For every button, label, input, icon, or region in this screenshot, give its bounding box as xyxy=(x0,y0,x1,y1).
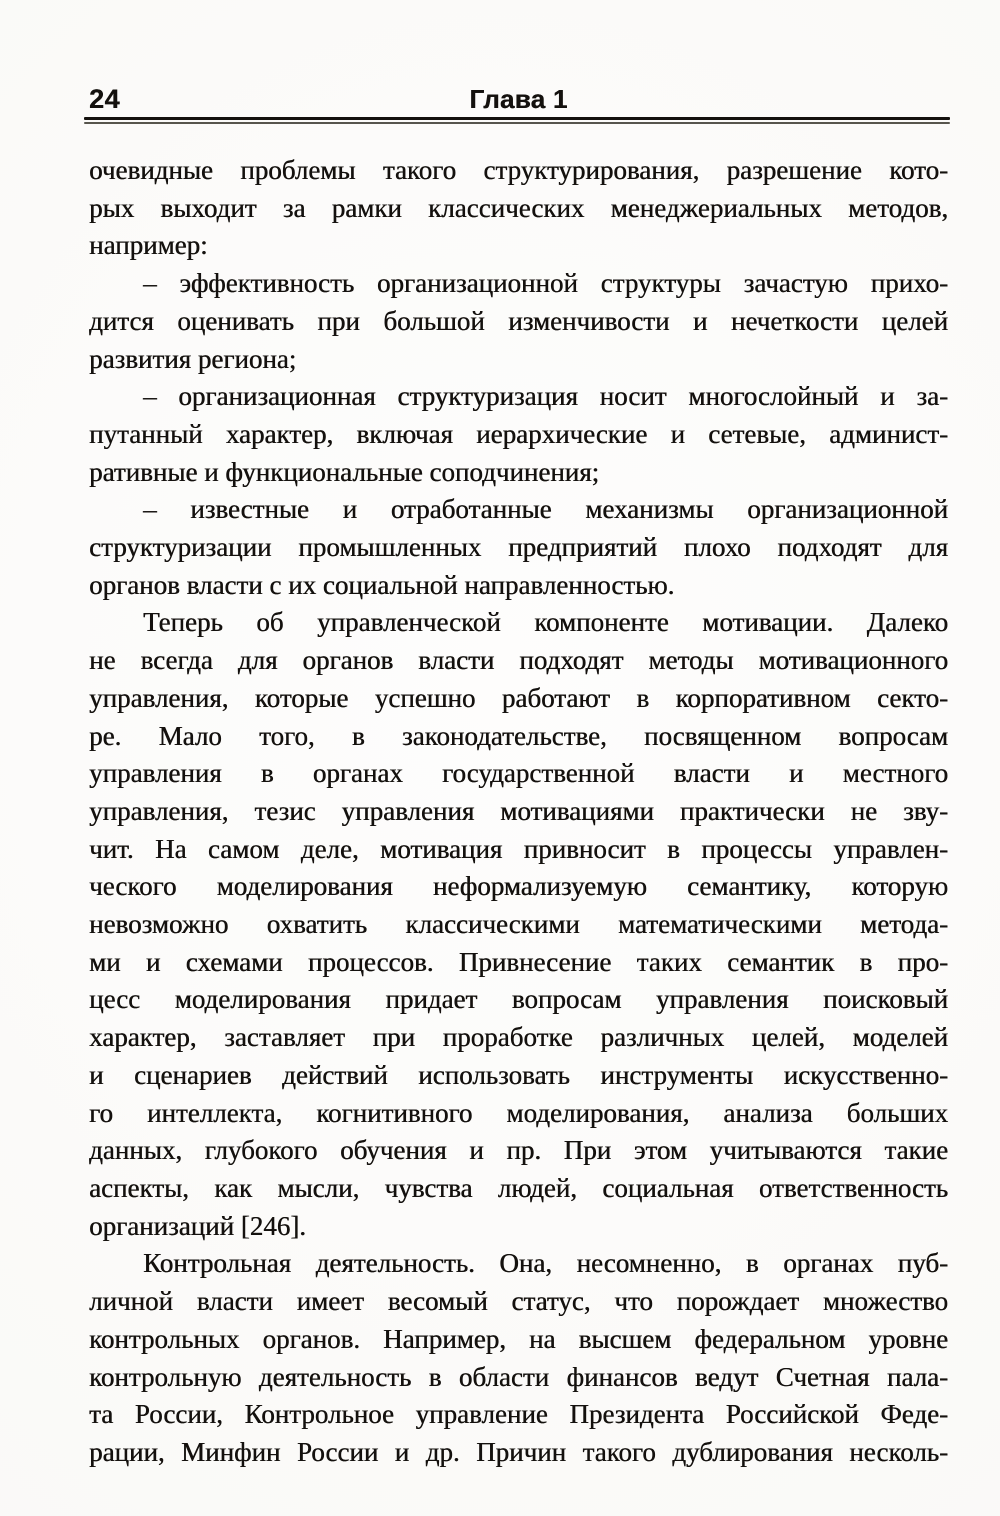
text-line: ми и схемами процессов. Привнесение таких семантик в про- xyxy=(89,946,948,977)
text-line: ре. Мало того, в законодательстве, посвященном вопросам xyxy=(89,720,948,751)
text-line: управления в органах государственной власти и местного xyxy=(89,758,948,789)
text-line: управления, тезис управления мотивациями практически не зву- xyxy=(89,795,948,826)
text-line: – организационная структуризация носит многослойный и за- xyxy=(143,381,948,412)
text-line: путанный характер, включая иерархические и сетевые, админист- xyxy=(89,418,948,449)
text-line: рых выходит за рамки классических менеджериальных методов, xyxy=(89,192,948,223)
text-line: – известные и отработанные механизмы организационной xyxy=(143,494,948,525)
text-line: очевидные проблемы такого структурирования, разрешение кото- xyxy=(89,155,948,185)
header-rule xyxy=(84,117,950,124)
text-line: характер, заставляет при проработке различных целей, моделей xyxy=(89,1022,948,1053)
text-line: органов власти с их социальной направленностью. xyxy=(89,569,675,600)
page-number: 24 xyxy=(89,84,121,114)
header-rule-thin-line xyxy=(84,122,950,124)
text-line: личной власти имеет весомый статус, что порождает множество xyxy=(89,1286,948,1317)
text-line: организаций [246]. xyxy=(89,1210,306,1241)
text-line: развития региона; xyxy=(89,343,297,374)
running-head xyxy=(89,84,948,116)
text-line: например: xyxy=(89,230,208,261)
text-line: аспекты, как мысли, чувства людей, социальная ответственность xyxy=(89,1172,948,1203)
text-line: чит. На самом деле, мотивация привносит в процессы управлен- xyxy=(89,833,948,864)
text-line: контрольных органов. Например, на высшем федеральном уровне xyxy=(89,1323,948,1354)
text-line: ческого моделирования неформализуемую семантику, которую xyxy=(89,871,948,902)
body-text-block xyxy=(89,152,948,1472)
text-line: цесс моделирования придает вопросам управления поисковый xyxy=(89,984,948,1015)
text-line: ративные и функциональные соподчинения; xyxy=(89,456,600,487)
text-line: структуризации промышленных предприятий плохо подходят для xyxy=(89,532,948,563)
chapter-title: Глава 1 xyxy=(469,84,568,114)
text-line: невозможно охватить классическими математическими метода- xyxy=(89,909,948,940)
text-line: Контрольная деятельность. Она, несомненно, в органах пуб- xyxy=(143,1248,948,1279)
text-line: рации, Минфин России и др. Причин такого дублирования несколь- xyxy=(89,1436,948,1467)
text-line: дится оценивать при большой изменчивости и нечеткости целей xyxy=(89,305,948,336)
text-line: – эффективность организационной структуры зачастую прихо- xyxy=(143,268,948,299)
text-line: данных, глубокого обучения и пр. При этом учитываются такие xyxy=(89,1135,948,1166)
text-line: та России, Контрольное управление Президента Российской Феде- xyxy=(89,1399,948,1430)
text-line: Теперь об управленческой компоненте мотивации. Далеко xyxy=(143,607,948,638)
text-line: не всегда для органов власти подходят методы мотивационного xyxy=(89,645,948,676)
text-line: контрольную деятельность в области финансов ведут Счетная пала- xyxy=(89,1361,948,1392)
header-rule-thick-line xyxy=(84,117,950,120)
text-line: управления, которые успешно работают в корпоративном секто- xyxy=(89,682,948,713)
text-line: и сценариев действий использовать инструменты искусственно- xyxy=(89,1059,948,1090)
text-line: го интеллекта, когнитивного моделирования, анализа больших xyxy=(89,1097,948,1128)
